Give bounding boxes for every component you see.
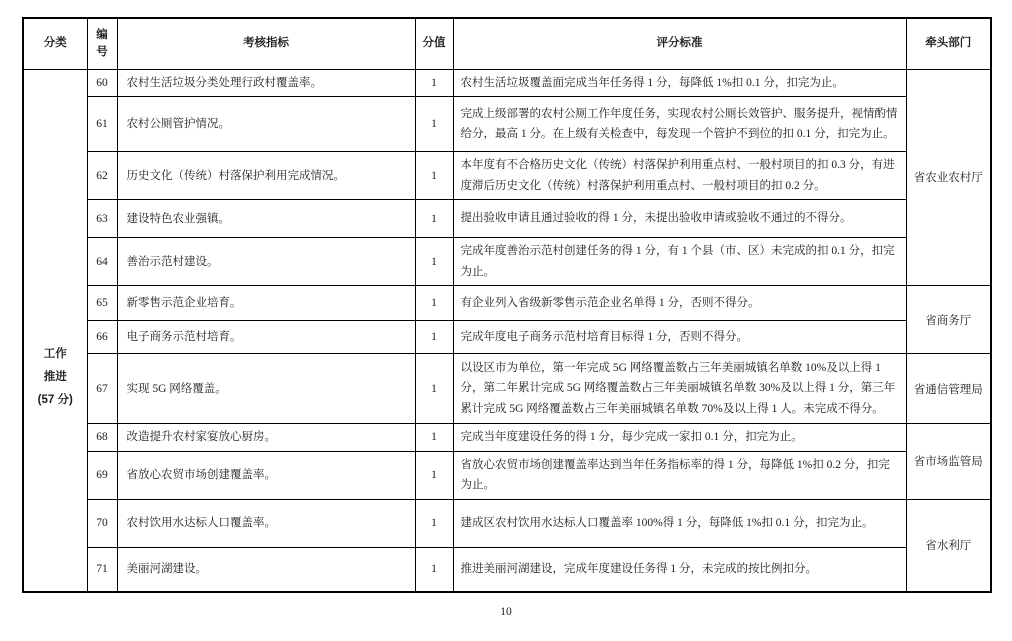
row-indicator: 历史文化（传统）村落保护利用完成情况。 bbox=[117, 152, 415, 200]
row-number: 65 bbox=[87, 286, 117, 321]
row-criteria: 完成年度电子商务示范村培育目标得 1 分，否则不得分。 bbox=[453, 321, 906, 354]
table-row bbox=[23, 97, 991, 152]
table-row bbox=[23, 354, 991, 424]
page-number: 10 bbox=[500, 606, 512, 618]
table-row bbox=[23, 69, 991, 97]
row-criteria: 本年度有不合格历史文化（传统）村落保护利用重点村、一般村项目的扣 0.3 分，有进度滞后历史文化（传统）村落保护利用重点村、一般村项目的扣 0.2 分。 bbox=[453, 152, 906, 200]
department-cell: 省水利厅 bbox=[906, 499, 991, 592]
category-line: 推进 bbox=[43, 370, 67, 383]
row-criteria: 完成当年度建设任务的得 1 分，每少完成一家扣 0.1 分，扣完为止。 bbox=[453, 424, 906, 452]
col-header-score: 分值 bbox=[415, 18, 453, 69]
col-header-category: 分类 bbox=[23, 18, 87, 69]
table-row bbox=[23, 200, 991, 238]
row-criteria: 省放心农贸市场创建覆盖率达到当年任务指标率的得 1 分，每降低 1%扣 0.2 分，扣完为止。 bbox=[453, 451, 906, 499]
row-indicator: 农村公厕管护情况。 bbox=[117, 97, 415, 152]
row-score: 1 bbox=[415, 238, 453, 286]
table-row bbox=[23, 321, 991, 354]
row-number: 68 bbox=[87, 424, 117, 452]
row-indicator: 新零售示范企业培育。 bbox=[117, 286, 415, 321]
row-number: 67 bbox=[87, 354, 117, 424]
row-criteria: 完成年度善治示范村创建任务的得 1 分，有 1 个县（市、区）未完成的扣 0.1 分，扣完为止。 bbox=[453, 238, 906, 286]
department-cell: 省通信管理局 bbox=[906, 354, 991, 424]
col-header-department: 牵头部门 bbox=[906, 18, 991, 69]
category-line: (57 分) bbox=[37, 393, 73, 406]
row-indicator: 农村饮用水达标人口覆盖率。 bbox=[117, 499, 415, 547]
row-criteria: 完成上级部署的农村公厕工作年度任务，实现农村公厕长效管护、服务提升，视情酌情给分，最高 1 分。在上级有关检查中，每发现一个管护不到位的扣 0.1 分，扣完为止。 bbox=[453, 97, 906, 152]
row-score: 1 bbox=[415, 499, 453, 547]
row-score: 1 bbox=[415, 321, 453, 354]
table-row bbox=[23, 451, 991, 499]
row-indicator: 电子商务示范村培育。 bbox=[117, 321, 415, 354]
header-row bbox=[23, 18, 991, 69]
row-score: 1 bbox=[415, 286, 453, 321]
row-indicator: 美丽河湖建设。 bbox=[117, 547, 415, 592]
table-row bbox=[23, 499, 991, 547]
row-number: 60 bbox=[87, 69, 117, 97]
assessment-table bbox=[22, 17, 992, 593]
row-score: 1 bbox=[415, 451, 453, 499]
table-row bbox=[23, 152, 991, 200]
row-number: 62 bbox=[87, 152, 117, 200]
row-number: 61 bbox=[87, 97, 117, 152]
row-number: 71 bbox=[87, 547, 117, 592]
department-cell: 省市场监管局 bbox=[906, 424, 991, 500]
table-row bbox=[23, 424, 991, 452]
row-number: 63 bbox=[87, 200, 117, 238]
category-cell bbox=[23, 69, 87, 592]
table-row bbox=[23, 547, 991, 592]
row-indicator: 农村生活垃圾分类处理行政村覆盖率。 bbox=[117, 69, 415, 97]
col-header-number: 编号 bbox=[87, 18, 117, 69]
row-score: 1 bbox=[415, 424, 453, 452]
category-line: 工作 bbox=[43, 347, 67, 360]
row-criteria: 推进美丽河湖建设，完成年度建设任务得 1 分，未完成的按比例扣分。 bbox=[453, 547, 906, 592]
table-row bbox=[23, 238, 991, 286]
row-criteria: 以设区市为单位，第一年完成 5G 网络覆盖数占三年美丽城镇名单数 10%及以上得 1 分，第二年累计完成 5G 网络覆盖数占三年美丽城镇名单数 30%及以上得 1 分，第三年累计完成 5G 网络覆盖数占三年美丽城镇名单数 70%及以上得 1 人。未完成不得分。 bbox=[453, 354, 906, 424]
row-score: 1 bbox=[415, 354, 453, 424]
row-criteria: 建成区农村饮用水达标人口覆盖率 100%得 1 分，每降低 1%扣 0.1 分，扣完为止。 bbox=[453, 499, 906, 547]
row-number: 70 bbox=[87, 499, 117, 547]
department-cell: 省农业农村厅 bbox=[906, 69, 991, 286]
row-score: 1 bbox=[415, 200, 453, 238]
row-number: 66 bbox=[87, 321, 117, 354]
row-indicator: 善治示范村建设。 bbox=[117, 238, 415, 286]
department-cell: 省商务厅 bbox=[906, 286, 991, 354]
row-criteria: 有企业列入省级新零售示范企业名单得 1 分，否则不得分。 bbox=[453, 286, 906, 321]
row-score: 1 bbox=[415, 69, 453, 97]
row-number: 69 bbox=[87, 451, 117, 499]
row-indicator: 省放心农贸市场创建覆盖率。 bbox=[117, 451, 415, 499]
row-indicator: 改造提升农村家宴放心厨房。 bbox=[117, 424, 415, 452]
col-header-criteria: 评分标准 bbox=[453, 18, 906, 69]
row-indicator: 建设特色农业强镇。 bbox=[117, 200, 415, 238]
row-number: 64 bbox=[87, 238, 117, 286]
row-criteria: 农村生活垃圾覆盖面完成当年任务得 1 分，每降低 1%扣 0.1 分，扣完为止。 bbox=[453, 69, 906, 97]
row-score: 1 bbox=[415, 97, 453, 152]
row-criteria: 提出验收申请且通过验收的得 1 分，未提出验收申请或验收不通过的不得分。 bbox=[453, 200, 906, 238]
row-indicator: 实现 5G 网络覆盖。 bbox=[117, 354, 415, 424]
row-score: 1 bbox=[415, 152, 453, 200]
col-header-indicator: 考核指标 bbox=[117, 18, 415, 69]
row-score: 1 bbox=[415, 547, 453, 592]
table-row bbox=[23, 286, 991, 321]
